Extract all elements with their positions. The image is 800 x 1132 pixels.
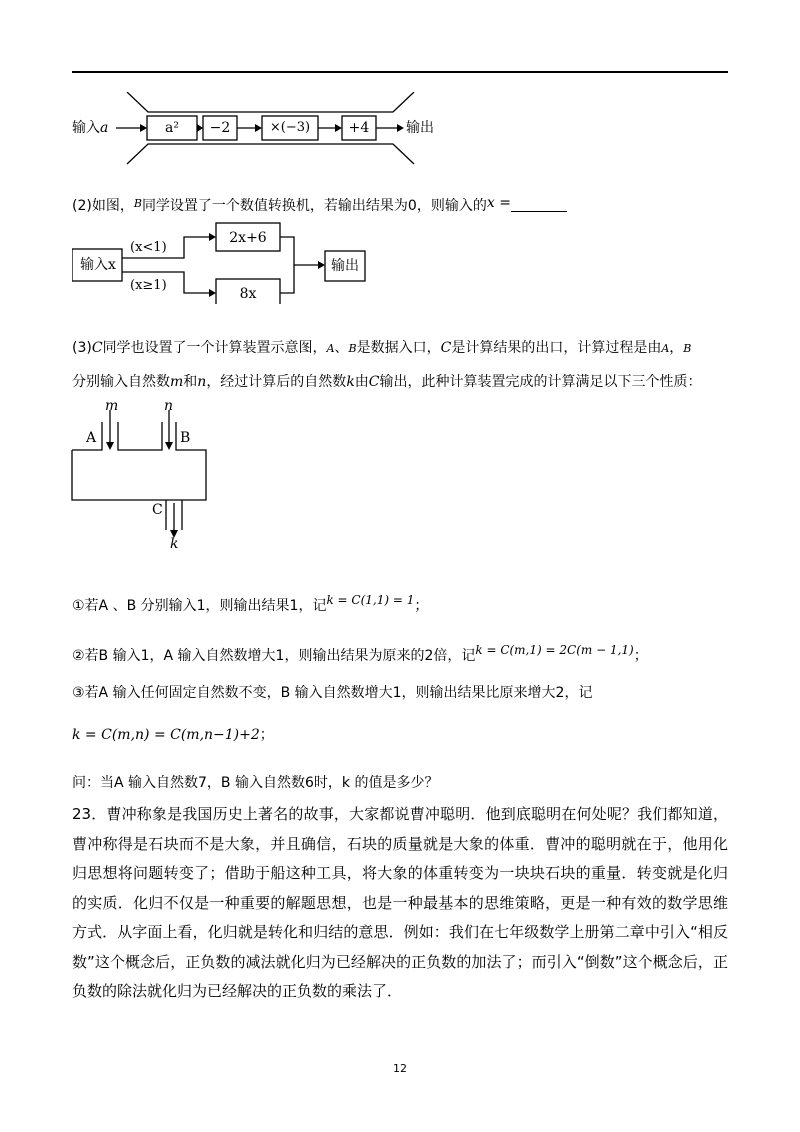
- property-2: ②若B 输入1，A 输入自然数增大1，则输出结果为原来的2倍，记k = C(m,1) = 2C(m − 1,1)；: [72, 643, 648, 664]
- device-C-label: C: [152, 502, 163, 518]
- device-n-label: n: [164, 398, 174, 414]
- device-B-label: B: [180, 430, 191, 446]
- page-number: 12: [393, 1062, 407, 1075]
- machine2-input-box: 输入x: [80, 257, 116, 273]
- property-3-formula: k = C(m,n) = C(m,n−1)+2: [72, 727, 260, 743]
- machine1-box-square: a²: [165, 120, 179, 136]
- device-m-label: m: [105, 398, 119, 414]
- property-3: ③若A 输入任何固定自然数不变，B 输入自然数增大1，则输出结果比原来增大2，记: [72, 685, 593, 701]
- property-3-formula-line: k = C(m,n) = C(m,n−1)+2；: [72, 727, 274, 743]
- machine2-cond-bottom: (x≥1): [130, 278, 167, 293]
- header-rule: [72, 71, 728, 73]
- machine1-box-times-neg3: ×(−3): [269, 120, 311, 135]
- device-A-label: A: [86, 430, 97, 446]
- diagram-number-machine-1: [60, 92, 460, 166]
- machine2-box-top: 2x+6: [229, 230, 267, 246]
- machine2-box-bottom: 8x: [239, 286, 257, 302]
- machine1-input-var: a: [100, 120, 109, 136]
- question-3-line1: (3)C同学也设置了一个计算装置示意图，A、B是数据入口，C是计算结果的出口，计算过程是由A，B: [72, 340, 692, 356]
- question-2: (2)如图，$^B$同学设置了一个数值转换机，若输出结果为0，则输入的x =: [72, 193, 567, 216]
- property-2-formula: k = C(m,1) = 2C(m − 1,1): [475, 643, 634, 657]
- machine1-input-label: 输入a: [72, 120, 109, 136]
- question-3-final: 问：当A 输入自然数7，B 输入自然数6时，k 的值是多少？: [72, 775, 439, 791]
- property-1: ①若A 、B 分别输入1，则输出结果1，记k = C(1,1) = 1；: [72, 593, 429, 614]
- property-1-formula: k = C(1,1) = 1: [326, 593, 415, 607]
- answer-blank[interactable]: [511, 197, 567, 212]
- question-3-line2: 分别输入自然数m和n，经过计算后的自然数k由C输出，此种计算装置完成的计算满足以下三个性质：: [72, 374, 702, 390]
- device-k-label: k: [170, 536, 179, 552]
- machine1-box-plus4: +4: [348, 120, 370, 136]
- machine2-output-box: 输出: [331, 258, 359, 274]
- machine2-cond-top: (x<1): [130, 240, 167, 255]
- question-23: 23．曹冲称象是我国历史上著名的故事，大家都说曹冲聪明．他到底聪明在何处呢？我们都知道，曹冲称得是石块而不是大象，并且确信，石块的质量就是大象的体重．曹冲的聪明就在于，他用化归思想将问题转变了；借助于船这种工具，将大象的体重转变为一块块石块的重量．转变就是化归的实质．化归不仅是一种重要的解题思想，也是一种最基本的思维策略，更是一种有效的数学思维方式．从字面上看，化归就是转化和归结的意思．例如：我们在七年级数学上册第二章中引入“相反数”这个概念后，正负数的减法就化归为已经解决的正负数的加法了；而引入“倒数”这个概念后，正负数的除法就化归为已经解决的正负数的乘法了．: [72, 805, 728, 1000]
- diagram-compute-device: [70, 400, 210, 550]
- machine1-output-label: 输出: [406, 120, 434, 136]
- machine1-box-minus2: −2: [209, 120, 231, 136]
